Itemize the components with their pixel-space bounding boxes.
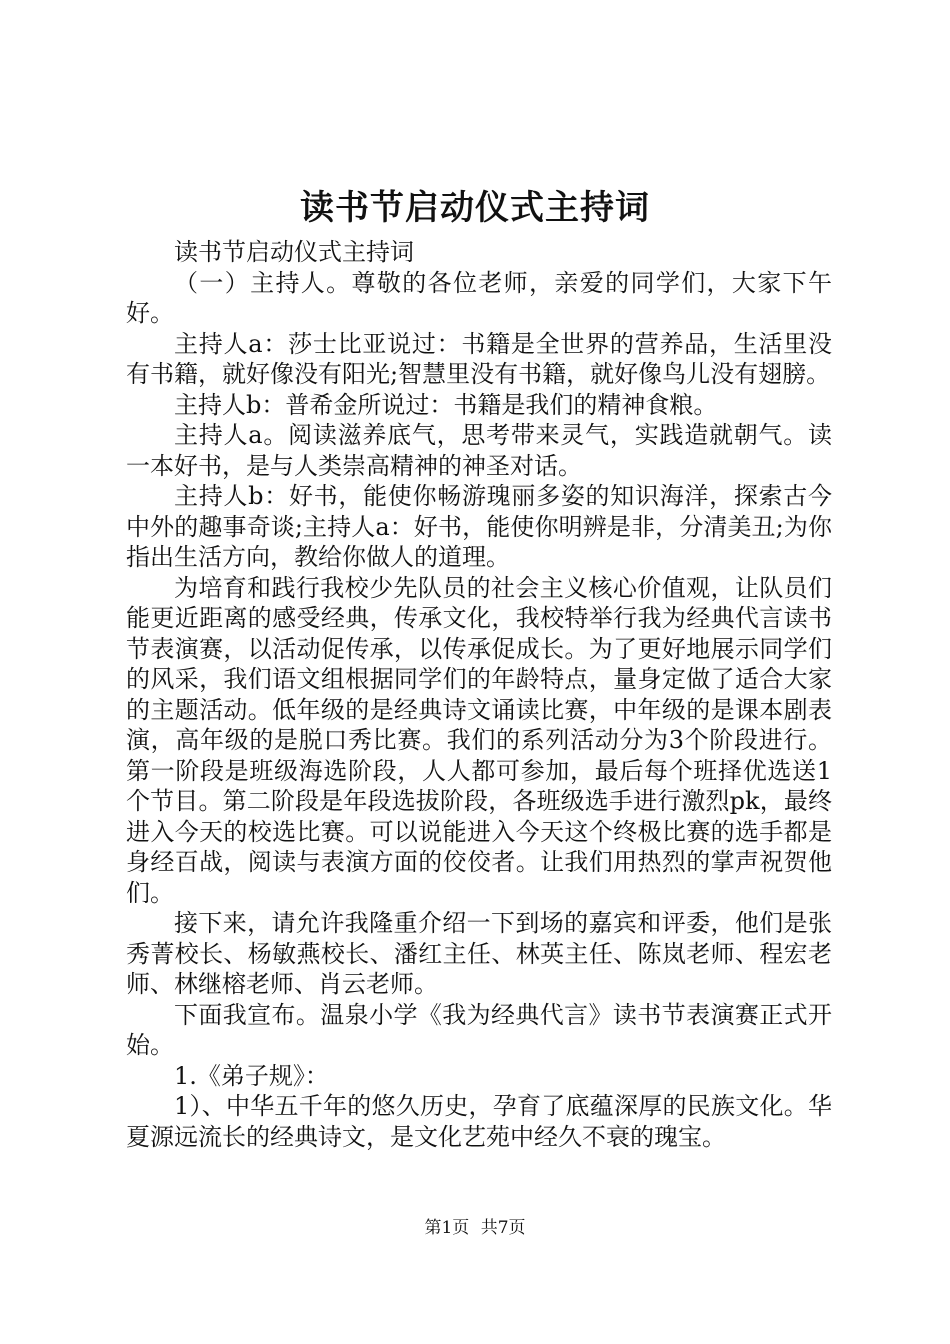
paragraph-guests: 接下来，请允许我隆重介绍一下到场的嘉宾和评委，他们是张秀菁校长、杨敏燕校长、潘红主任、林英主任、陈岚老师、程宏老师、林继榕老师、肖云老师。	[126, 909, 832, 998]
page-footer	[0, 1216, 950, 1240]
document-title: 读书节启动仪式主持词	[300, 188, 650, 228]
page-number: 第1页	[424, 1218, 470, 1238]
paragraph-subtitle: 读书节启动仪式主持词	[174, 238, 414, 266]
paragraph-item-heading: 1.《弟子规》：	[174, 1061, 329, 1090]
paragraph-host-a-shakespeare: 主持人a：莎士比亚说过：书籍是全世界的营养品，生活里没有书籍，就好像没有阳光;智慧里没有书籍，就好像鸟儿没有翅膀。	[126, 329, 832, 388]
paragraph-announcement: 下面我宣布。温泉小学《我为经典代言》读书节表演赛正式开始。	[126, 1000, 832, 1059]
paragraph-greeting: （一）主持人。尊敬的各位老师，亲爱的同学们，大家下午好。	[126, 268, 832, 327]
page-total: 共7页	[480, 1218, 526, 1238]
paragraph-item-intro: 1）、中华五千年的悠久历史，孕育了底蕴深厚的民族文化。华夏源远流长的经典诗文，是文化艺苑中经久不衰的瑰宝。	[126, 1092, 832, 1151]
paragraph-host-b-pushkin: 主持人b：普希金所说过：书籍是我们的精神食粮。	[174, 390, 718, 419]
paragraph-event-intro: 为培育和践行我校少先队员的社会主义核心价值观，让队员们能更近距离的感受经典，传承文化，我校特举行我为经典代言读书节表演赛，以活动促传承，以传承促成长。为了更好地展示同学们的风采，我们语文组根据同学们的年龄特点，量身定做了适合大家的主题活动。低年级的是经典诗文诵读比赛，中年级的是课本剧表演，高年级的是脱口秀比赛。我们的系列活动分为3个阶段进行。第一阶段是班级海选阶段，人人都可参加，最后每个班择优选送1个节目。第二阶段是年段选拔阶段，各班级选手进行激烈pk，最终进入今天的校选比赛。可以说能进入今天这个终极比赛的选手都是身经百战，阅读与表演方面的佼佼者。让我们用热烈的掌声祝贺他们。	[126, 573, 832, 907]
paragraph-host-a-reading: 主持人a。阅读滋养底气，思考带来灵气，实践造就朝气。读一本好书，是与人类崇高精神的神圣对话。	[126, 421, 832, 480]
paragraph-good-books: 主持人b：好书，能使你畅游瑰丽多姿的知识海洋，探索古今中外的趣事奇谈;主持人a：好书，能使你明辨是非，分清美丑;为你指出生活方向，教给你做人的道理。	[126, 482, 832, 571]
document-body	[126, 237, 832, 1152]
